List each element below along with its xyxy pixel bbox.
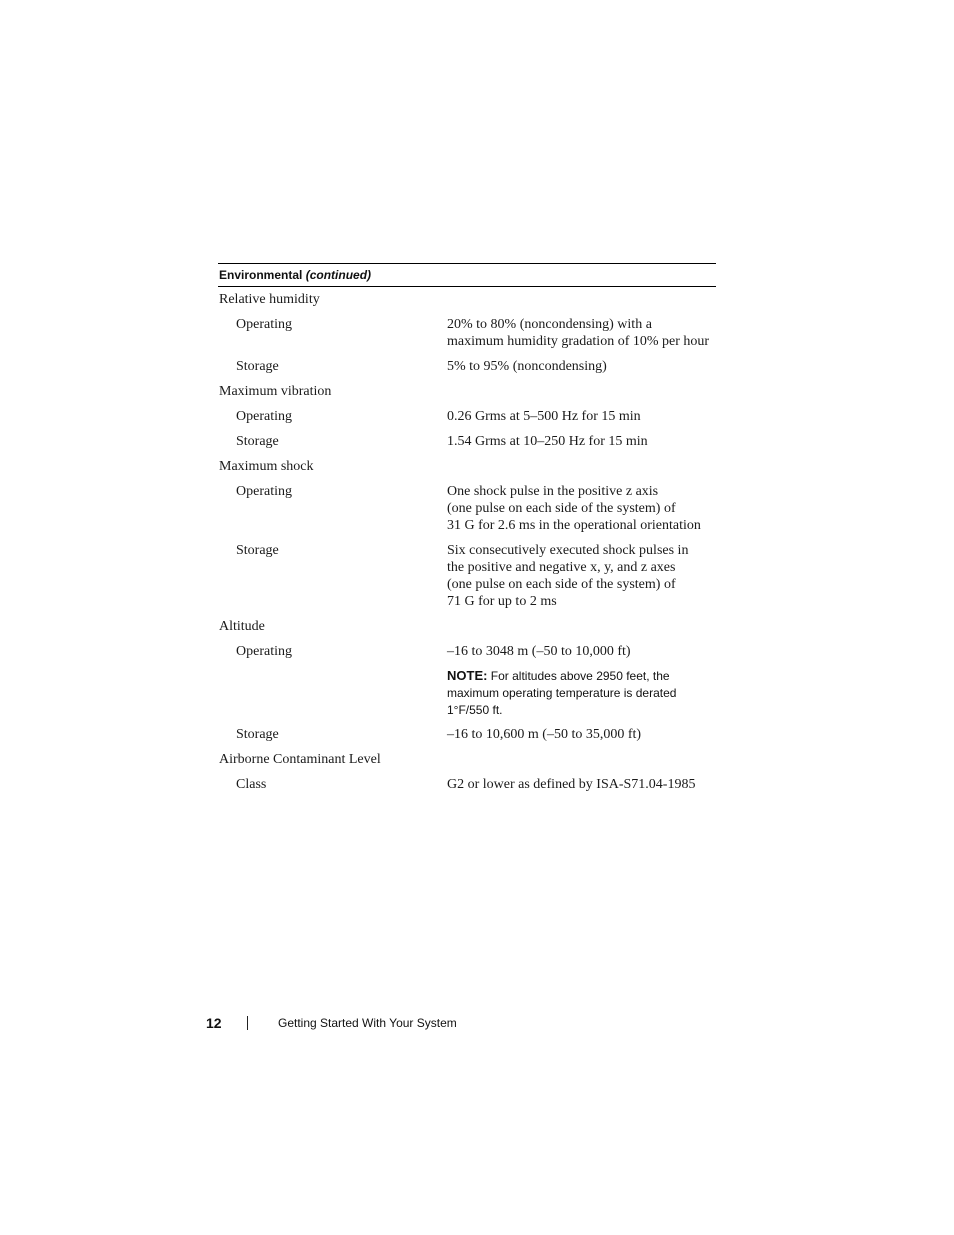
value-line: (one pulse on each side of the system) of: [447, 577, 676, 592]
note-label: NOTE:: [447, 668, 488, 683]
table-header-title: Environmental: [219, 268, 303, 282]
value-line: One shock pulse in the positive z axis: [447, 484, 659, 499]
section-title: Maximum shock: [219, 459, 314, 474]
value-line: Six consecutively executed shock pulses in: [447, 543, 689, 558]
table-header-continued: (continued): [305, 268, 372, 282]
section-title: Altitude: [219, 619, 265, 634]
note-line: maximum operating temperature is derated: [447, 686, 677, 700]
row-value: [447, 483, 717, 534]
page-number: 12: [206, 1015, 222, 1031]
footer-separator: [247, 1016, 248, 1030]
row-label: Storage: [236, 434, 279, 449]
row-label: Storage: [236, 359, 279, 374]
value-line: (one pulse on each side of the system) of: [447, 501, 676, 516]
row-label: Class: [236, 777, 267, 792]
row-value: [447, 316, 717, 350]
note-line: 1°F/550 ft.: [447, 703, 503, 717]
row-label: Operating: [236, 317, 292, 332]
value-line: 20% to 80% (noncondensing) with a: [447, 317, 652, 332]
row-value: –16 to 10,600 m (–50 to 35,000 ft): [447, 727, 642, 742]
value-line: the positive and negative x, y, and z axes: [447, 560, 676, 575]
environmental-spec-table: [218, 263, 716, 792]
row-value: –16 to 3048 m (–50 to 10,000 ft): [447, 644, 631, 659]
row-label: Operating: [236, 644, 292, 659]
row-value: 1.54 Grms at 10–250 Hz for 15 min: [447, 434, 648, 449]
section-title: Airborne Contaminant Level: [219, 752, 381, 767]
row-value: [447, 542, 717, 610]
row-value: G2 or lower as defined by ISA-S71.04-1985: [447, 777, 696, 792]
table-header: [218, 263, 716, 287]
altitude-note: [447, 667, 717, 719]
row-label: Operating: [236, 484, 292, 499]
row-value: 0.26 Grms at 5–500 Hz for 15 min: [447, 409, 641, 424]
value-line: maximum humidity gradation of 10% per hour: [447, 334, 710, 349]
value-line: 31 G for 2.6 ms in the operational orientation: [447, 518, 701, 533]
row-value: 5% to 95% (noncondensing): [447, 359, 607, 374]
row-label: Storage: [236, 543, 279, 558]
section-title: Maximum vibration: [219, 384, 332, 399]
row-label: Storage: [236, 727, 279, 742]
footer-title: Getting Started With Your System: [278, 1016, 457, 1030]
value-line: 71 G for up to 2 ms: [447, 594, 557, 609]
note-line: For altitudes above 2950 feet, the: [490, 669, 670, 683]
section-title: Relative humidity: [219, 292, 320, 307]
row-label: Operating: [236, 409, 292, 424]
